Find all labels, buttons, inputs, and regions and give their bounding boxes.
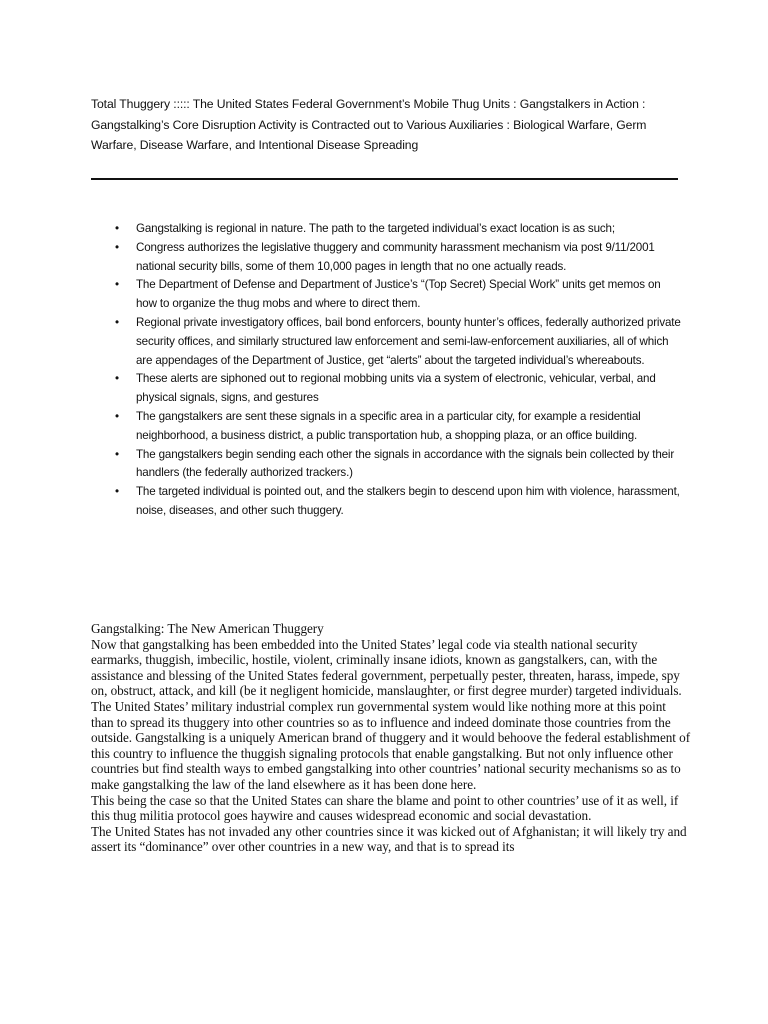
list-item-text: Regional private investigatory offices, bail bond enforcers, bounty hunter’s offices, federally authorized private security offices, and similarly structured law enforcement and semi-law-enforcement auxiliaries, all of which are appendages of the Department of Justice, get “alerts” about the targeted individual’s whereabouts. bbox=[136, 315, 681, 367]
bullet-icon: • bbox=[115, 315, 119, 329]
article-body bbox=[91, 621, 691, 855]
horizontal-rule bbox=[91, 178, 678, 180]
bullet-icon: • bbox=[115, 409, 119, 423]
paragraph: This being the case so that the United States can share the blame and point to other countries’ use of it as well, if this thug militia protocol goes haywire and causes widespread economic and social devastation. bbox=[91, 792, 679, 824]
bullet-icon: • bbox=[115, 485, 119, 499]
bullet-icon: • bbox=[115, 278, 119, 292]
list-item bbox=[91, 446, 681, 484]
list-item-text: The gangstalkers begin sending each other the signals in accordance with the signals bein collected by their handlers (the federally authorized trackers.) bbox=[136, 447, 675, 480]
bullet-icon: • bbox=[115, 372, 119, 386]
list-item-text: The Department of Defense and Department of Justice’s “(Top Secret) Special Work” units get memos on how to organize the thug mobs and where to direct them. bbox=[136, 278, 661, 311]
list-item-text: Congress authorizes the legislative thuggery and community harassment mechanism via post 9/11/2001 national security bills, some of them 10,000 pages in length that no one actually reads. bbox=[136, 240, 655, 273]
paragraph: The United States has not invaded any other countries since it was kicked out of Afghanistan; it will likely try and assert its “dominance” over other countries in a new way, and that is to spread its bbox=[91, 823, 687, 855]
list-item-text: The targeted individual is pointed out, and the stalkers begin to descend upon him with violence, harassment, noise, diseases, and other such thuggery. bbox=[136, 485, 680, 517]
list-item bbox=[91, 239, 681, 277]
list-item bbox=[91, 483, 681, 521]
list-item bbox=[91, 370, 681, 408]
document-heading: Total Thuggery ::::: The United States Federal Government’s Mobile Thug Units : Gangstalkers in Action : Gangstalking’s Core Disruption Activity is Contracted out to Various Auxiliaries : Biological Warfare, Germ Warfare, Disease Warfare, and Intentional Disease Spreading bbox=[91, 97, 647, 152]
bullet-icon: • bbox=[115, 222, 119, 235]
paragraph: Now that gangstalking has been embedded into the United States’ legal code via stealth national security earmarks, thuggish, imbecilic, hostile, violent, criminally insane idiots, known as gangstalkers, can, with the assistance and blessing of the United States federal government, perpetually pester, threaten, harass, impede, spy on, obstruct, attack, and kill (be it negligent homicide, manslaughter, or first degree murder) targeted individuals. bbox=[91, 636, 682, 699]
paragraph: The United States’ military industrial complex run governmental system would like nothing more at this point than to spread its thuggery into other countries so as to influence and indeed dominate those countries from the outside. Gangstalking is a uniquely American brand of thuggery and it would behoove the federal establishment of this country to influence the thuggish signaling protocols that enable gangstalking. But not only influence other countries but find stealth ways to embed gangstalking into other countries’ national security mechanisms so as to make gangstalking the law of the land elsewhere as it has been done here. bbox=[91, 698, 691, 792]
bullet-list bbox=[91, 220, 681, 521]
bullet-icon: • bbox=[115, 240, 119, 254]
list-item bbox=[91, 276, 681, 314]
list-item bbox=[91, 314, 681, 370]
list-item-text: The gangstalkers are sent these signals in a specific area in a particular city, for example a residential neighborhood, a business district, a public transportation hub, a shopping plaza, or an office building. bbox=[136, 409, 641, 442]
list-item-text: These alerts are siphoned out to regional mobbing units via a system of electronic, vehicular, verbal, and physical signals, signs, and gestures bbox=[136, 372, 656, 405]
list-item bbox=[91, 220, 681, 239]
section-title: Gangstalking: The New American Thuggery bbox=[91, 621, 324, 636]
list-item bbox=[91, 408, 681, 446]
list-item-text: Gangstalking is regional in nature. The path to the targeted individual’s exact location is as such; bbox=[136, 222, 615, 235]
bullet-icon: • bbox=[115, 447, 119, 461]
